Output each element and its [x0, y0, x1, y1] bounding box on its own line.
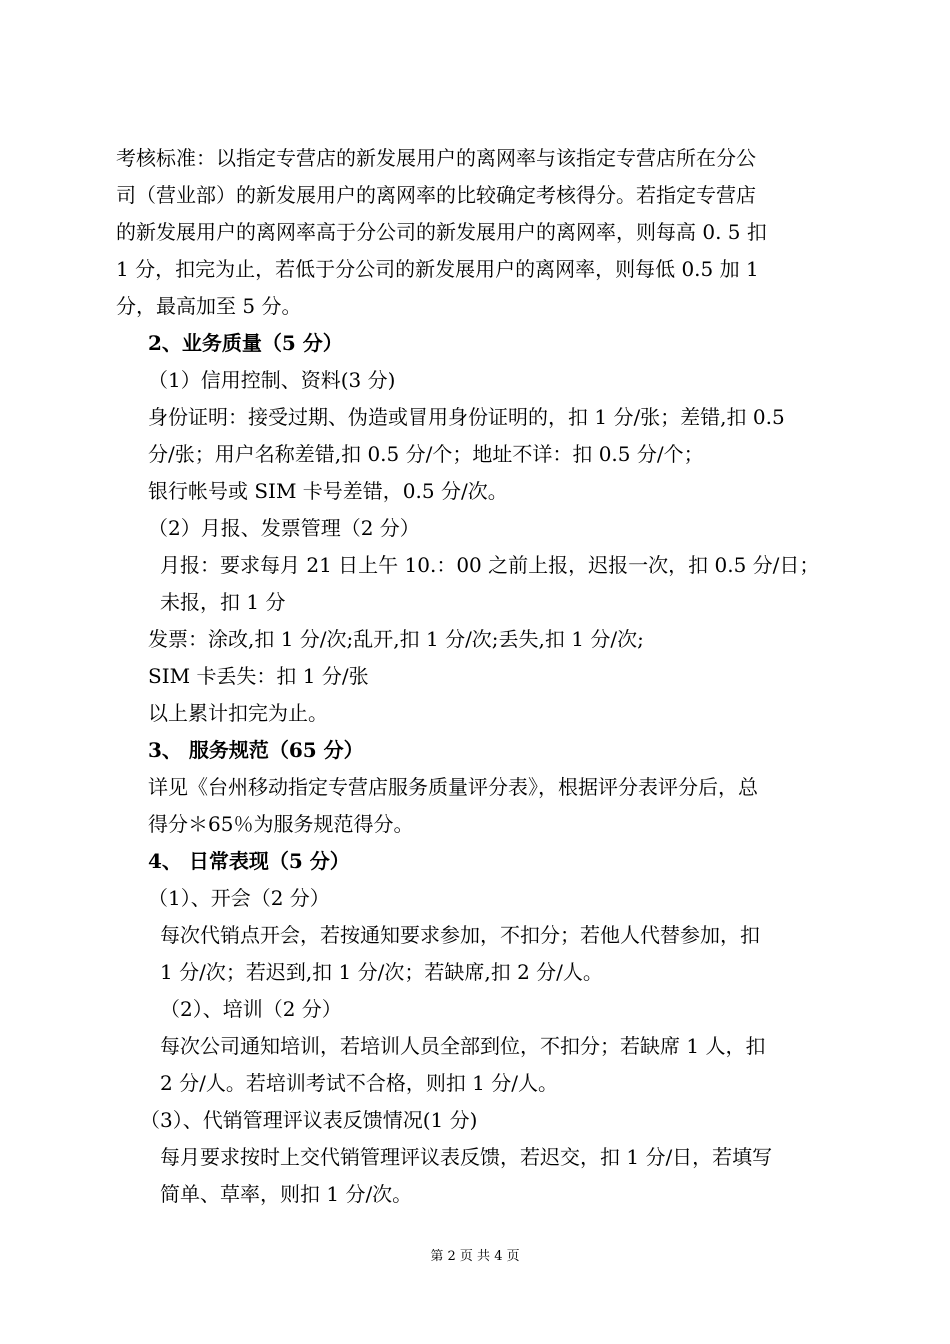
id-proof-line-2: 分/张；用户名称差错,扣 0.5 分/个；地址不详：扣 0.5 分/个；	[148, 442, 704, 466]
id-proof-line-1: 身份证明：接受过期、伪造或冒用身份证明的，扣 1 分/张；差错,扣 0.5	[148, 405, 785, 429]
section-3-heading: 3、 服务规范（65 分）	[148, 738, 364, 762]
standard-line-1: 考核标准：以指定专营店的新发展用户的离网率与该指定专营店所在分公	[116, 146, 756, 170]
section-4-sub-1: （1）、开会（2 分）	[148, 886, 330, 910]
training-line-2: 2 分/人。若培训考试不合格，则扣 1 分/人。	[160, 1071, 558, 1095]
report-line-2: 未报，扣 1 分	[160, 590, 286, 614]
standard-line-3: 的新发展用户的离网率高于分公司的新发展用户的离网率，则每高 0. 5 扣	[116, 220, 767, 244]
service-line-1: 详见《台州移动指定专营店服务质量评分表》，根据评分表评分后，总	[148, 775, 758, 799]
section-2-heading: 2、业务质量（5 分）	[148, 331, 343, 355]
meeting-line-2: 1 分/次；若迟到,扣 1 分/次；若缺席,扣 2 分/人。	[160, 960, 603, 984]
training-line-1: 每次公司通知培训，若培训人员全部到位，不扣分；若缺席 1 人，扣	[160, 1034, 766, 1058]
feedback-line-1: 每月要求按时上交代销管理评议表反馈，若迟交，扣 1 分/日，若填写	[160, 1145, 773, 1169]
page-footer: 第 2 页 共 4 页	[430, 1249, 520, 1264]
bank-line: 银行帐号或 SIM 卡号差错，0.5 分/次。	[148, 479, 508, 503]
section-4-heading: 4、 日常表现（5 分）	[148, 849, 350, 873]
section-4-sub-3: （3）、代销管理评议表反馈情况(1 分)	[140, 1108, 478, 1132]
feedback-line-2: 简单、草率，则扣 1 分/次。	[160, 1182, 413, 1206]
standard-line-4: 1 分，扣完为止，若低于分公司的新发展用户的离网率，则每低 0.5 加 1	[116, 257, 759, 281]
section-2-sub-2: （2）月报、发票管理（2 分）	[148, 516, 420, 540]
service-line-2: 得分＊65％为服务规范得分。	[148, 812, 414, 836]
sim-line: SIM 卡丢失：扣 1 分/张	[148, 664, 369, 688]
standard-line-2: 司（营业部）的新发展用户的离网率的比较确定考核得分。若指定专营店	[116, 183, 756, 207]
invoice-line: 发票：涂改,扣 1 分/次;乱开,扣 1 分/次;丢失,扣 1 分/次;	[148, 627, 644, 651]
meeting-line-1: 每次代销点开会，若按通知要求参加，不扣分；若他人代替参加，扣	[160, 923, 760, 947]
cumulative-line: 以上累计扣完为止。	[148, 701, 328, 725]
report-line-1: 月报：要求每月 21 日上午 10.：00 之前上报，迟报一次，扣 0.5 分/日；	[160, 553, 820, 577]
section-4-sub-2: （2）、培训（2 分）	[160, 997, 342, 1021]
standard-line-5: 分，最高加至 5 分。	[116, 294, 302, 318]
section-2-sub-1: （1）信用控制、资料(3 分)	[148, 368, 396, 392]
